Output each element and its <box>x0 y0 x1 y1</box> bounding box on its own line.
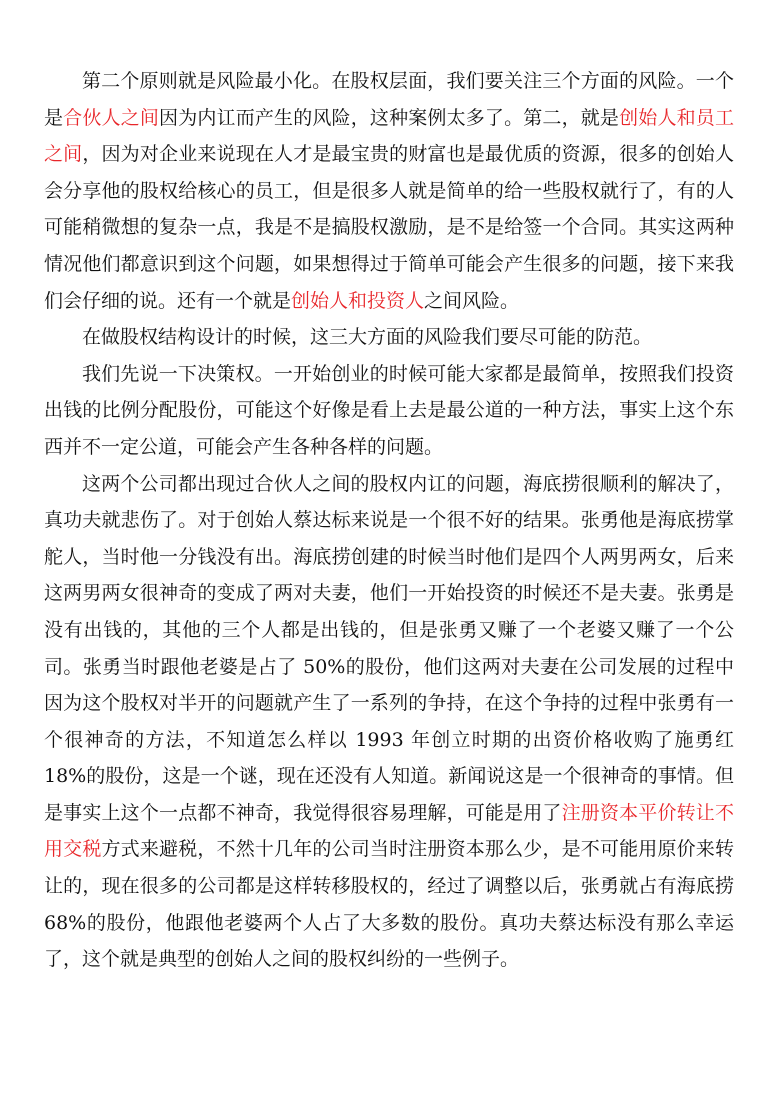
text-segment: 第二个原则就是风险最小化。在股权层面，我们要关注三个方面的风险。一个是 <box>44 70 734 129</box>
paragraph-risk-prevention <box>44 319 734 356</box>
paragraph-decision-rights <box>44 356 734 466</box>
text-segment: 因为内讧而产生的风险，这种案例太多了。第二，就是 <box>159 106 620 129</box>
text-segment: 我们先说一下决策权。一开始创业的时候可能大家都是最简单，按照我们投资出钱的比例分配股份，可能这个好像是看上去是最公道的一种方法，事实上这个东西并不一定公道，可能会产生各种各样的问题。 <box>44 362 734 458</box>
paragraph-case-study <box>44 466 734 978</box>
text-segment: 在做股权结构设计的时候，这三大方面的风险我们要尽可能的防范。 <box>82 326 653 349</box>
text-segment: 这两个公司都出现过合伙人之间的股权内讧的问题，海底捞很顺利的解决了，真功夫就悲伤了。对于创始人蔡达标来说是一个很不好的结果。张勇他是海底捞掌舵人，当时他一分钱没有出。海底捞创建的时候当时他们是四个人两男两女，后来这两男两女很神奇的变成了两对夫妻，他们一开始投资的时候还不是夫妻。张勇是没有出钱的，其他的三个人都是出钱的，但是张勇又赚了一个老婆又赚了一个公司。张勇当时跟他老婆是占了 50%的股份，他们这两对夫妻在公司发展的过程中因为这个股权对半开的问题就产生了一系列的争持，在这个争持的过程中张勇有一个很神奇的方法，不知道怎么样以 1993 年创立时期的出资价格收购了施勇红 18%的股份，这是一个谜，现在还没有人知道。新闻说这是一个很神奇的事情。但是事实上这个一点都不神奇，我觉得很容易理解，可能是用了 <box>44 472 734 824</box>
document-body <box>44 63 734 978</box>
highlighted-term-founders-employees: 创始人和员工之间 <box>44 106 734 166</box>
text-segment: 方式来避税，不然十几年的公司当时注册资本那么少，是不可能用原价来转让的，现在很多的公司都是这样转移股权的，经过了调整以后，张勇就占有海底捞 68%的股份，他跟他老婆两个人占了大多数的股份。真功夫蔡达标没有那么幸运了，这个就是典型的创始人之间的股权纠纷的一些例子。 <box>44 838 734 971</box>
text-segment: ，因为对企业来说现在人才是最宝贵的财富也是最优质的资源，很多的创始人会分享他的股权给核心的员工，但是很多人就是简单的给一些股权就行了，有的人可能稍微想的复杂一点，我是不是搞股权激励，是不是给签一个合同。其实这两种情况他们都意识到这个问题，如果想得过于简单可能会产生很多的问题，接下来我们会仔细的说。还有一个就是 <box>44 143 734 312</box>
highlighted-term-tax-avoidance: 注册资本平价转让不用交税 <box>44 801 734 861</box>
paragraph-risk-minimization <box>44 63 734 319</box>
text-segment: 之间风险。 <box>424 289 520 312</box>
highlighted-term-partners: 合伙人之间 <box>63 106 160 129</box>
highlighted-term-founders-investors: 创始人和投资人 <box>291 289 425 312</box>
